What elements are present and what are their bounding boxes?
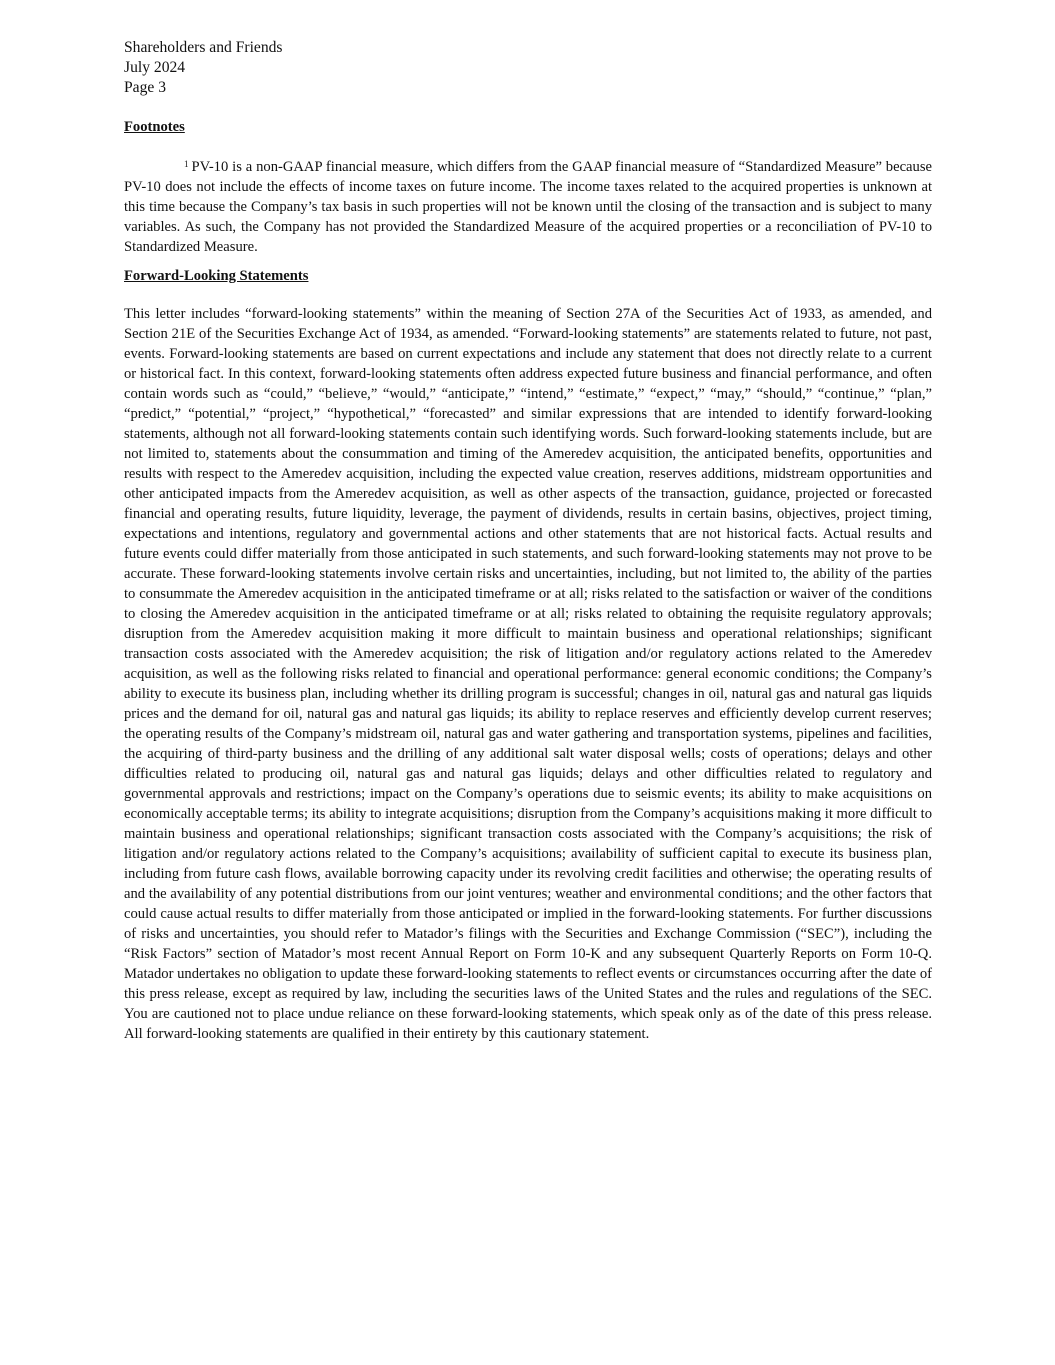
- footnote-text: PV-10 is a non-GAAP financial measure, which differs from the GAAP financial measure of “Standardized Measure” because PV-10 does not include the effects of income taxes on future income. The income taxes related to the acquired properties is unknown at this time because the Company’s tax basis in such properties will not be known until the closing of the transaction and is subject to many variables. As such, the Company has not provided the Standardized Measure of the acquired properties or a reconciliation of PV-10 to Standardized Measure.: [124, 159, 932, 255]
- page-number: Page 3: [124, 79, 167, 96]
- recipient-line: Shareholders and Friends: [124, 39, 283, 56]
- footnote-1: [124, 157, 932, 257]
- forward-looking-heading: Forward-Looking Statements: [124, 268, 309, 284]
- date-line: July 2024: [124, 59, 186, 76]
- letter-header: [124, 38, 932, 98]
- document-page: [124, 38, 932, 1044]
- footnote-marker: 1: [184, 159, 189, 169]
- footnotes-heading: Footnotes: [124, 119, 185, 135]
- forward-looking-paragraph: This letter includes “forward-looking statements” within the meaning of Section 27A of the Securities Act of 1933, as amended, and Section 21E of the Securities Exchange Act of 1934, as amended. “Forward-looking statements” are statements related to future, not past, events. Forward-looking statements are based on current expectations and include any statement that does not directly relate to a current or historical fact. In this context, forward-looking statements often address expected future business and financial performance, and often contain words such as “could,” “believe,” “would,” “anticipate,” “intend,” “estimate,” “expect,” “may,” “should,” “continue,” “plan,” “predict,” “potential,” “project,” “hypothetical,” “forecasted” and similar expressions that are intended to identify forward-looking statements, although not all forward-looking statements contain such identifying words. Such forward-looking statements include, but are not limited to, statements about the consummation and timing of the Ameredev acquisition, the anticipated benefits, opportunities and results with respect to the Ameredev acquisition, including the expected value creation, reserves additions, midstream opportunities and other anticipated impacts from the Ameredev acquisition, as well as other aspects of the transaction, guidance, projected or forecasted financial and operating results, future liquidity, leverage, the payment of dividends, results in certain basins, objectives, project timing, expectations and intentions, regulatory and governmental actions and other statements that are not historical facts. Actual results and future events could differ materially from those anticipated in such statements, and such forward-looking statements may not prove to be accurate. These forward-looking statements involve certain risks and uncertainties, including, but not limited to, the ability of the parties to consummate the Ameredev acquisition in the anticipated timeframe or at all; risks related to the satisfaction or waiver of the conditions to closing the Ameredev acquisition in the anticipated timeframe or at all; risks related to obtaining the requisite regulatory approvals; disruption from the Ameredev acquisition making it more difficult to maintain business and operational relationships; significant transaction costs associated with the Ameredev acquisition; the risk of litigation and/or regulatory actions related to the Ameredev acquisition, as well as the following risks related to financial and operational performance: general economic conditions; the Company’s ability to execute its business plan, including whether its drilling program is successful; changes in oil, natural gas and natural gas liquids prices and the demand for oil, natural gas and natural gas liquids; its ability to replace reserves and efficiently develop current reserves; the operating results of the Company’s midstream oil, natural gas and water gathering and transportation systems, pipelines and facilities, the acquiring of third-party business and the drilling of any additional salt water disposal wells; costs of operations; delays and other difficulties related to producing oil, natural gas and natural gas liquids; delays and other difficulties related to regulatory and governmental approvals and restrictions; impact on the Company’s operations due to seismic events; its ability to make acquisitions on economically acceptable terms; its ability to integrate acquisitions; disruption from the Company’s acquisitions making it more difficult to maintain business and operational relationships; significant transaction costs associated with the Company’s acquisitions; the risk of litigation and/or regulatory actions related to the Company’s acquisitions; availability of sufficient capital to execute its business plan, including from future cash flows, available borrowing capacity under its revolving credit facilities and otherwise; the operating results of and the availability of any potential distributions from our joint ventures; weather and environmental conditions; and the other factors that could cause actual results to differ materially from those anticipated or implied in the forward-looking statements. For further discussions of risks and uncertainties, you should refer to Matador’s filings with the Securities and Exchange Commission (“SEC”), including the “Risk Factors” section of Matador’s most recent Annual Report on Form 10-K and any subsequent Quarterly Reports on Form 10-Q. Matador undertakes no obligation to update these forward-looking statements to reflect events or circumstances occurring after the date of this press release, except as required by law, including the securities laws of the United States and the rules and regulations of the SEC. You are cautioned not to place undue reliance on these forward-looking statements, which speak only as of the date of this press release. All forward-looking statements are qualified in their entirety by this cautionary statement.: [124, 306, 932, 1042]
